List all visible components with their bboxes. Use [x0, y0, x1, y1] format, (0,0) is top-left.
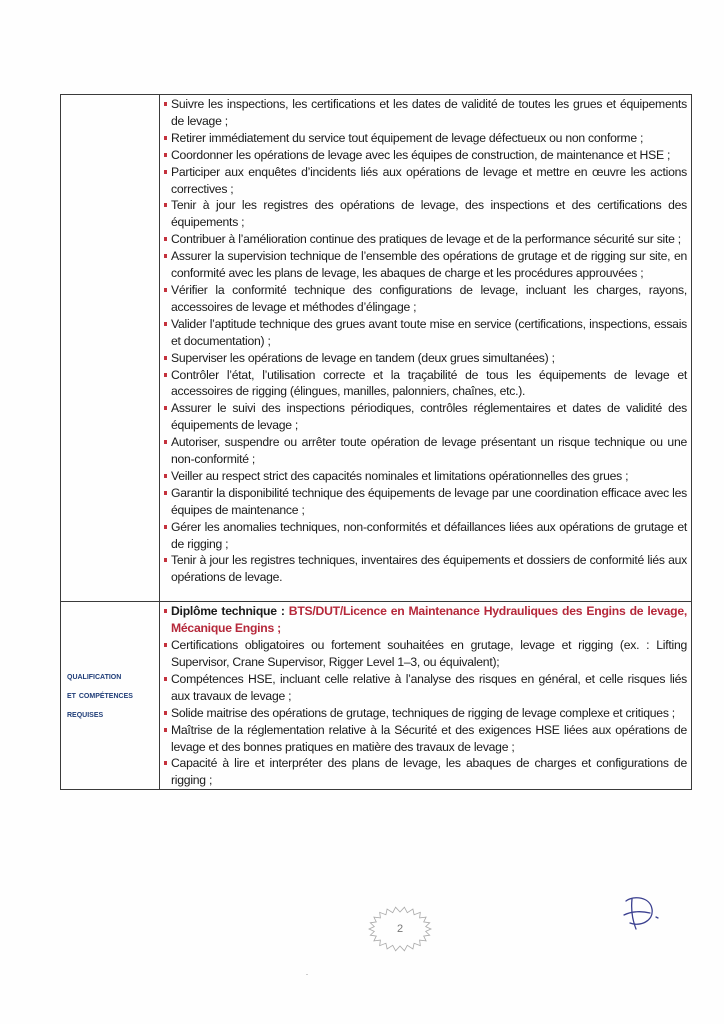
list-item	[165, 367, 687, 401]
list-item-text: Tenir à jour les registres techniques, inventaires des équipements et dossiers de conformité liés aux opérations de levage.	[171, 553, 687, 585]
list-item-text: Garantir la disponibilité technique des équipements de levage par une coordination efficace avec les équipes de maintenance ;	[171, 485, 687, 517]
page-number: 2	[396, 923, 404, 935]
qualifications-content-cell	[160, 602, 692, 790]
bullet-icon	[164, 406, 167, 410]
responsibilities-row	[61, 95, 692, 602]
list-item	[165, 637, 687, 671]
scan-artifact	[306, 974, 308, 975]
list-item	[165, 755, 687, 789]
list-item-text: Coordonner les opérations de levage avec les équipes de construction, de maintenance et HSE ;	[171, 147, 671, 162]
bullet-icon	[164, 761, 167, 765]
list-item	[165, 164, 687, 198]
list-item-text: Veiller au respect strict des capacités nominales et limitations opérationnelles des grues ;	[171, 468, 629, 483]
list-item	[165, 468, 687, 485]
diploma-prefix: Diplôme technique :	[171, 604, 289, 619]
list-item-text: Vérifier la conformité technique des configurations de levage, incluant les charges, rayons, accessoires de levage et méthodes d’élingage ;	[171, 282, 687, 314]
list-item-text: Contribuer à l’amélioration continue des pratiques de levage et de la performance sécurité sur site ;	[171, 232, 681, 247]
list-item	[165, 147, 687, 164]
bullet-icon	[164, 525, 167, 529]
responsibilities-list	[160, 95, 691, 601]
bullet-icon	[164, 237, 167, 241]
handwritten-initials-icon	[620, 893, 665, 933]
job-description-table	[60, 94, 692, 790]
bullet-icon	[164, 203, 167, 207]
list-item	[165, 519, 687, 553]
list-item-text: Participer aux enquêtes d’incidents liés aux opérations de levage et mettre en œuvre les actions correctives ;	[171, 164, 687, 196]
list-item-text: Autoriser, suspendre ou arrêter toute opération de levage présentant un risque technique ou une non-conformité ;	[171, 435, 687, 467]
list-item	[165, 485, 687, 519]
bullet-icon	[164, 440, 167, 444]
list-item	[165, 96, 687, 130]
responsibilities-content-cell	[160, 95, 692, 602]
qualifications-label-line: et compétences	[67, 689, 133, 702]
list-item-text: Gérer les anomalies techniques, non-conformités et défaillances liées aux opérations de grutage et de rigging ;	[171, 519, 687, 551]
bullet-icon	[164, 643, 167, 647]
page-number-seal-icon	[365, 904, 435, 954]
diploma-item	[165, 603, 687, 637]
list-item	[165, 705, 687, 722]
list-item-text: Suivre les inspections, les certifications et les dates de validité de toutes les grues et équipements de levage ;	[171, 97, 687, 128]
bullet-icon	[164, 711, 167, 715]
list-item	[165, 350, 687, 367]
qualifications-label-line: requises	[67, 708, 104, 721]
qualifications-label	[67, 667, 159, 724]
list-item-text: Maîtrise de la réglementation relative à la Sécurité et des exigences HSE liées aux opérations de levage et des bonnes pratiques en matière des travaux de levage ;	[171, 722, 687, 754]
list-item	[165, 316, 687, 350]
bullet-icon	[164, 153, 167, 157]
list-item	[165, 282, 687, 316]
bullet-icon	[164, 136, 167, 140]
bullet-icon	[164, 491, 167, 495]
list-item	[165, 722, 687, 756]
bullet-icon	[164, 677, 167, 681]
qualifications-label-cell	[61, 602, 160, 790]
list-item-text: Retirer immédiatement du service tout équipement de levage défectueux ou non conforme ;	[171, 130, 644, 145]
list-item	[165, 197, 687, 231]
list-item	[165, 231, 687, 248]
bullet-icon	[164, 609, 167, 613]
qualifications-list	[160, 602, 691, 789]
responsibilities-label-cell	[61, 95, 160, 602]
bullet-icon	[164, 474, 167, 478]
list-item-text: Solide maitrise des opérations de grutage, techniques de rigging de levage complexe et critiques ;	[171, 705, 675, 720]
bullet-icon	[164, 356, 167, 360]
list-item-text: Compétences HSE, incluant celle relative à l’analyse des risques en général, et celle risques liés aux travaux de levage ;	[171, 671, 687, 703]
list-item	[165, 248, 687, 282]
qualifications-row	[61, 602, 692, 790]
list-item-text: Valider l’aptitude technique des grues avant toute mise en service (certifications, inspections, essais et documentation) ;	[171, 316, 687, 348]
list-item	[165, 671, 687, 705]
bullet-icon	[164, 373, 167, 377]
bullet-icon	[164, 558, 167, 562]
bullet-icon	[164, 322, 167, 326]
list-item	[165, 400, 687, 434]
list-item-text: Assurer le suivi des inspections périodiques, contrôles réglementaires et dates de validité des équipements de levage ;	[171, 401, 687, 433]
bullet-icon	[164, 288, 167, 292]
bullet-icon	[164, 170, 167, 174]
list-item-text: Tenir à jour les registres des opérations de levage, des inspections et des certifications des équipements ;	[171, 198, 687, 230]
bullet-icon	[164, 728, 167, 732]
bullet-icon	[164, 102, 167, 106]
list-item	[165, 434, 687, 468]
list-item-text: Assurer la supervision technique de l’ensemble des opérations de grutage et de rigging sur site, en conformité avec les plans de levage, les abaques de charge et les procédures approuvées ;	[171, 249, 687, 281]
list-item-text: Certifications obligatoires ou fortement souhaitées en grutage, levage et rigging (ex. : Lifting Supervisor, Crane Supervisor, Rigger Level 1–3, ou équivalent);	[171, 638, 687, 669]
list-item	[165, 552, 687, 586]
list-item-text: Contrôler l’état, l’utilisation correcte et la traçabilité de tous les équipements de levage et accessoires de rigging (élingues, manilles, palonniers, chaînes, etc.).	[171, 367, 687, 399]
bullet-icon	[164, 254, 167, 258]
list-item	[165, 130, 687, 147]
qualifications-label-line: qualification	[67, 670, 122, 683]
diploma-value: BTS/DUT/Licence en Maintenance Hydrauliques des Engins de levage, Mécanique Engins ;	[171, 604, 688, 636]
list-item-text: Superviser les opérations de levage en tandem (deux grues simultanées) ;	[171, 350, 555, 365]
list-item-text: Capacité à lire et interpréter des plans de levage, les abaques de charges et configurations de rigging ;	[171, 756, 687, 788]
